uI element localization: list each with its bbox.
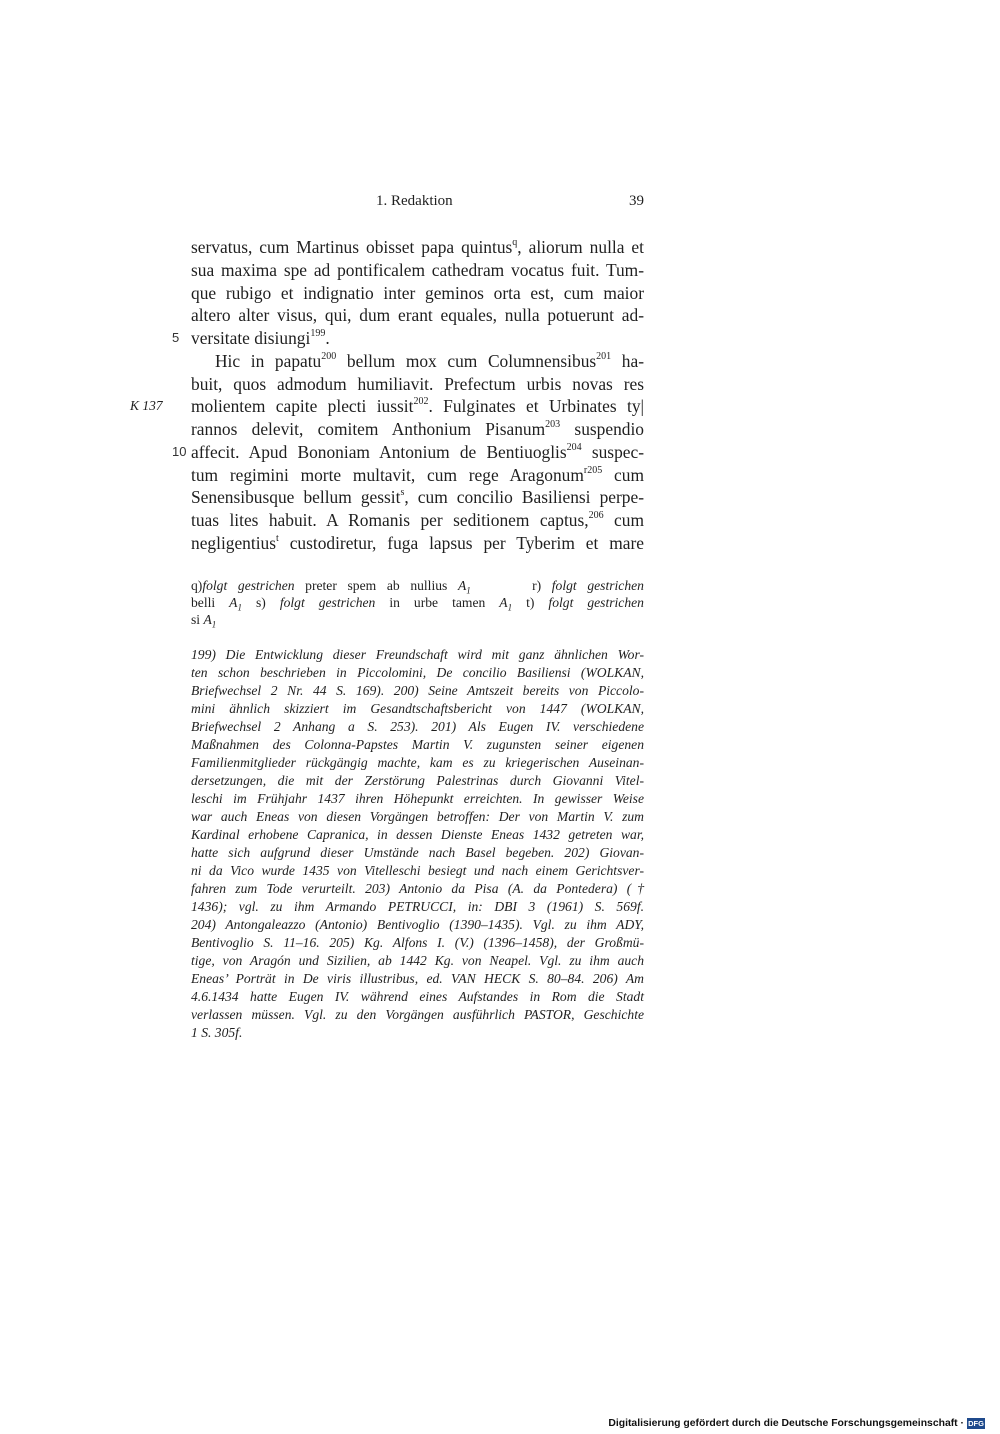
text-line: tuas lites habuit. A Romanis per seditionem captus,$^{206}$ cum [191, 510, 644, 530]
text-line: Hic in papatu$^{200}$ bellum mox cum Columnensibus$^{201}$ ha- [215, 350, 645, 371]
page-header [191, 193, 644, 215]
footnote-line: Kardinal erhobene Capranica, in dessen Dienste Eneas 1432 getreten war, [191, 827, 644, 842]
footnote-line: leschi im Frühjahr 1437 ihren Höhepunkt erreichten. In gewisser Weise [191, 791, 644, 806]
critical-apparatus [191, 577, 644, 628]
footnotes [191, 646, 644, 1042]
apparatus-line: q)folgt gestrichen preter spem ab nullius $A_1$ r) folgt gestrichen [191, 578, 644, 596]
text-line: que rubigo et indignatio inter geminos orta est, cum maior [191, 282, 644, 303]
line-number: 10 [172, 443, 187, 459]
text-line: tum regimini morte multavit, cum rege Aragonum$^{r205}$ cum [191, 464, 644, 485]
footnote-line: Briefwechsel 2 Nr. 44 S. 169). 200) Seine Amtszeit bereits von Piccolo- [191, 683, 644, 698]
footnote-line: ten schon beschrieben in Piccolomini, De concilio Basiliensi (WOLKAN, [191, 665, 644, 680]
text-line: altero alter visus, qui, dum erant equales, nulla potuerunt ad- [191, 305, 644, 326]
footnote-line: fahren zum Tode verurteilt. 203) Antonio da Pisa (A. da Pontedera) († [191, 881, 644, 896]
margin-reference: K 137 [130, 398, 163, 414]
text-line: servatus, cum Martinus obisset papa quintus$^q$, aliorum nulla et [191, 237, 644, 257]
text-line: sua maxima spe ad pontificalem cathedram vocatus fuit. Tum- [191, 259, 644, 280]
apparatus-line: si $A_1$ [191, 612, 217, 630]
footnote-line: Eneas’ Porträt in De viris illustribus, ed. VAN HECK S. 80–84. 206) Am [191, 971, 644, 986]
footnote-line: mini ähnlich skizziert im Gesandtschaftsbericht von 1447 (WOLKAN, [191, 701, 644, 716]
footnote-line: 4.6.1434 hatte Eugen IV. während eines Aufstandes in Rom die Stadt [191, 989, 644, 1004]
footnote-line: Briefwechsel 2 Anhang a S. 253). 201) Als Eugen IV. verschiedene [191, 719, 644, 734]
page-number: 39 [629, 193, 644, 209]
dfg-logo-icon: DFG [968, 1418, 984, 1428]
footnote-line: Maßnahmen des Colonna-Papstes Martin V. zugunsten seiner eigenen [191, 737, 644, 752]
footnote-line: dersetzungen, die mit der Zerstörung Palestrinas durch Giovanni Vitel- [191, 773, 644, 788]
text-line: rannos delevit, comitem Anthonium Pisanum$^{203}$ suspendio [191, 419, 644, 439]
line-number: 5 [172, 330, 180, 345]
text-line: 5 versitate disiungi$^{199}$. [172, 328, 330, 348]
text-line: buit, quos admodum humiliavit. Prefectum urbis novas res [191, 373, 644, 394]
footnote-line: war auch Eneas von diesen Vorgängen betroffen: Der von Martin V. zum [191, 809, 644, 824]
footnote-line: Bentivoglio S. 11–16. 205) Kg. Alfons I. (V.) (1396–1458), der Großmü- [191, 935, 644, 950]
text-line: K 137 molientem capite plecti iussit$^{202}$. Fulginates et Urbinates ty| [130, 396, 644, 417]
footnote-line: 204) Antongaleazzo (Antonio) Bentivoglio (1390–1435). Vgl. zu ihm ADY, [191, 917, 644, 932]
text-line: Senensibusque bellum gessit$^s$, cum concilio Basiliensi perpe- [191, 487, 644, 508]
footnote-line: 1436); vgl. zu ihm Armando PETRUCCI, in: DBI 3 (1961) S. 569f. [191, 899, 644, 914]
running-title: 1. Redaktion [376, 193, 453, 209]
funding-text: Digitalisierung gefördert durch die Deutsche Forschungsgemeinschaft · [608, 1417, 964, 1429]
apparatus-line: belli $A_1$ s) folgt gestrichen in urbe tamen $A_1$ t) folgt gestrichen [191, 595, 644, 613]
footnote-line: tige, von Aragón und Sizilien, ab 1442 Kg. von Neapel. Vgl. zu ihm auch [191, 953, 644, 968]
text-line: negligentius$^t$ custodiretur, fuga lapsus per Tyberim et mare [191, 532, 644, 553]
footnote-line: Familienmitglieder rückgängig machte, kam es zu kriegerischen Auseinan- [191, 755, 644, 770]
main-text [130, 236, 645, 555]
funding-notice [607, 1416, 985, 1430]
footnote-line: 199) Die Entwicklung dieser Freundschaft wird mit ganz ähnlichen Wor- [191, 647, 644, 662]
footnote-line: verlassen müssen. Vgl. zu den Vorgängen ausführlich PASTOR, Geschichte [191, 1007, 644, 1022]
text-line: 10 affecit. Apud Bononiam Antonium de Bentiuoglis$^{204}$ suspec- [172, 441, 644, 462]
footnote-line: 1 S. 305f. [191, 1025, 243, 1040]
footnote-line: ni da Vico wurde 1435 von Vitelleschi besiegt und nach einem Gerichtsver- [191, 863, 644, 878]
footnote-line: hatte sich aufgrund dieser Umstände nach Basel begeben. 202) Giovan- [191, 845, 644, 860]
